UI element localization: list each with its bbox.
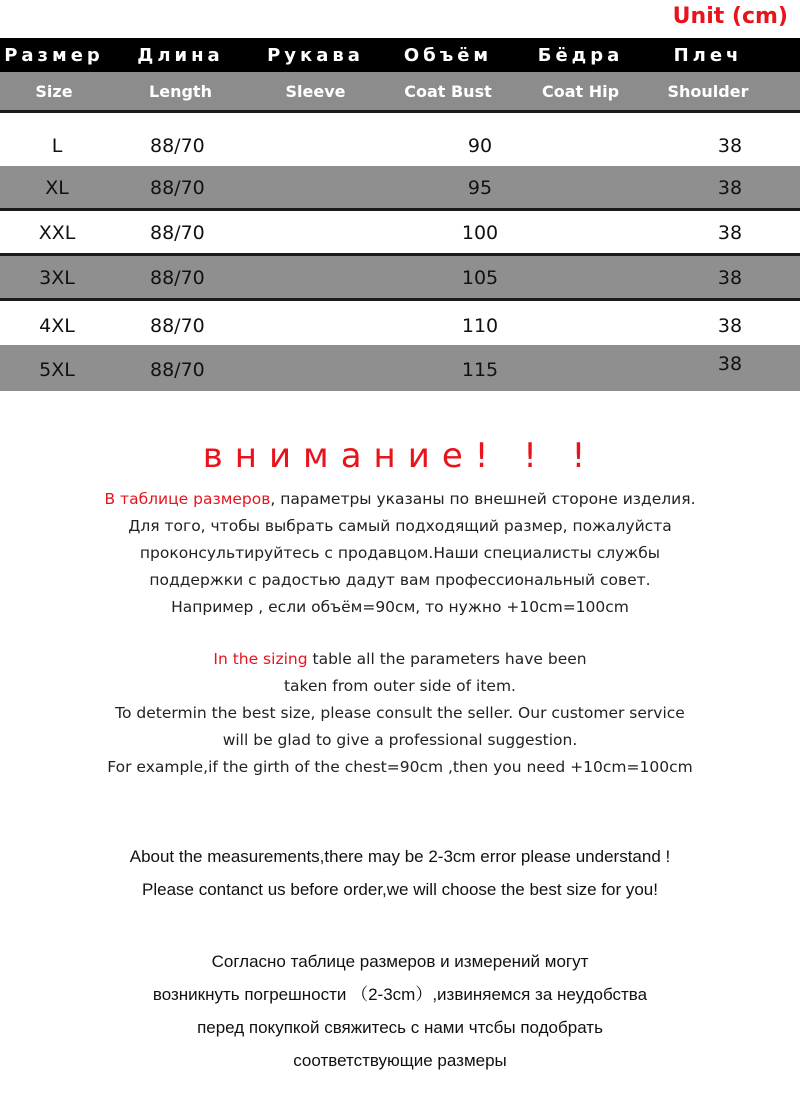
header-en-sleeve: Sleeve: [285, 81, 346, 101]
table-row: [0, 256, 800, 301]
header-english: [0, 72, 800, 113]
measure-ru-line: возникнуть погрешности （2-3cm）,извиняемся за неудобства: [152, 985, 648, 1004]
en-notice-line: taken from outer side of item.: [283, 677, 516, 695]
header-ru-bust: Объём: [403, 44, 493, 66]
header-en-shoulder: Shoulder: [667, 81, 749, 101]
measure-ru-line: соответствующие размеры: [293, 1051, 507, 1070]
header-ru-sleeve: Рукава: [267, 44, 364, 66]
table-row: [0, 211, 800, 256]
en-notice-text: table all the parameters have been: [307, 650, 587, 668]
bust-cell: 90: [467, 135, 493, 157]
length-cell: 88/70: [150, 135, 205, 157]
bust-cell: 100: [461, 222, 499, 244]
ru-notice-line: [0, 486, 800, 513]
measurement-note-russian: [0, 945, 800, 1077]
en-notice-line: [0, 646, 800, 673]
size-cell: 4XL: [39, 315, 75, 337]
bust-cell: 105: [461, 267, 499, 289]
table-row: [0, 124, 800, 166]
en-notice-line: will be glad to give a professional suggestion.: [222, 731, 578, 749]
ru-notice-highlight: В таблице размеров: [104, 490, 271, 508]
length-cell: 88/70: [150, 222, 205, 244]
shoulder-cell: 38: [717, 135, 743, 157]
header-en-length: Length: [149, 81, 212, 101]
size-cell: L: [51, 135, 63, 157]
table-row: [0, 166, 800, 211]
russian-notice: [0, 486, 800, 621]
attention-heading: внимание! ! !: [202, 436, 598, 476]
size-table-body: [0, 122, 800, 391]
measure-ru-line: Согласно таблице размеров и измерений могут: [211, 952, 589, 971]
size-cell: XL: [45, 177, 69, 199]
bust-cell: 115: [461, 359, 499, 381]
en-notice-line: To determin the best size, please consult the seller. Our customer service: [115, 704, 685, 722]
header-en-size: Size: [35, 81, 73, 101]
shoulder-cell: 38: [717, 267, 743, 289]
header-en-hip: Coat Hip: [541, 81, 620, 101]
length-cell: 88/70: [150, 359, 205, 381]
ru-notice-line: проконсультируйтесь с продавцом.Наши специалисты службы: [139, 544, 661, 562]
ru-notice-line: Например , если объём=90см, то нужно +10cm=100cm: [171, 598, 629, 616]
header-ru-shoulder: Плеч: [673, 44, 743, 66]
ru-notice-line: поддержки с радостью дадут вам профессиональный совет.: [149, 571, 651, 589]
bust-cell: 95: [467, 177, 493, 199]
size-table-header: [0, 38, 800, 114]
header-ru-size: Размер: [4, 44, 104, 66]
shoulder-cell: 38: [717, 315, 743, 337]
ru-notice-line: Для того, чтобы выбрать самый подходящий размер, пожалуйста: [128, 517, 672, 535]
measure-ru-line: перед покупкой свяжитесь с нами чтсбы подобрать: [197, 1018, 603, 1037]
size-cell: 3XL: [39, 267, 75, 289]
shoulder-cell: 38: [717, 222, 743, 244]
en-notice-line: For example,if the girth of the chest=90cm ,then you need +10cm=100cm: [107, 758, 693, 776]
length-cell: 88/70: [150, 315, 205, 337]
measure-en-line: Please contanct us before order,we will choose the best size for you!: [142, 880, 658, 899]
header-ru-hip: Бёдра: [537, 44, 624, 66]
unit-label: Unit (cm): [672, 4, 788, 29]
header-russian: [0, 38, 800, 72]
header-en-bust: Coat Bust: [404, 81, 492, 101]
length-cell: 88/70: [150, 177, 205, 199]
header-ru-length: Длина: [137, 44, 224, 66]
table-row: [0, 301, 800, 345]
measurement-note-english: [0, 840, 800, 906]
english-notice: [0, 646, 800, 781]
size-cell: 5XL: [39, 359, 75, 381]
shoulder-cell: 38: [717, 353, 743, 375]
table-row: [0, 345, 800, 391]
measure-en-line: About the measurements,there may be 2-3cm error please understand !: [129, 847, 671, 866]
bust-cell: 110: [461, 315, 499, 337]
length-cell: 88/70: [150, 267, 205, 289]
ru-notice-text: , параметры указаны по внешней стороне изделия.: [270, 490, 696, 508]
shoulder-cell: 38: [717, 177, 743, 199]
size-cell: XXL: [38, 222, 76, 244]
en-notice-highlight: In the sizing: [213, 650, 308, 668]
